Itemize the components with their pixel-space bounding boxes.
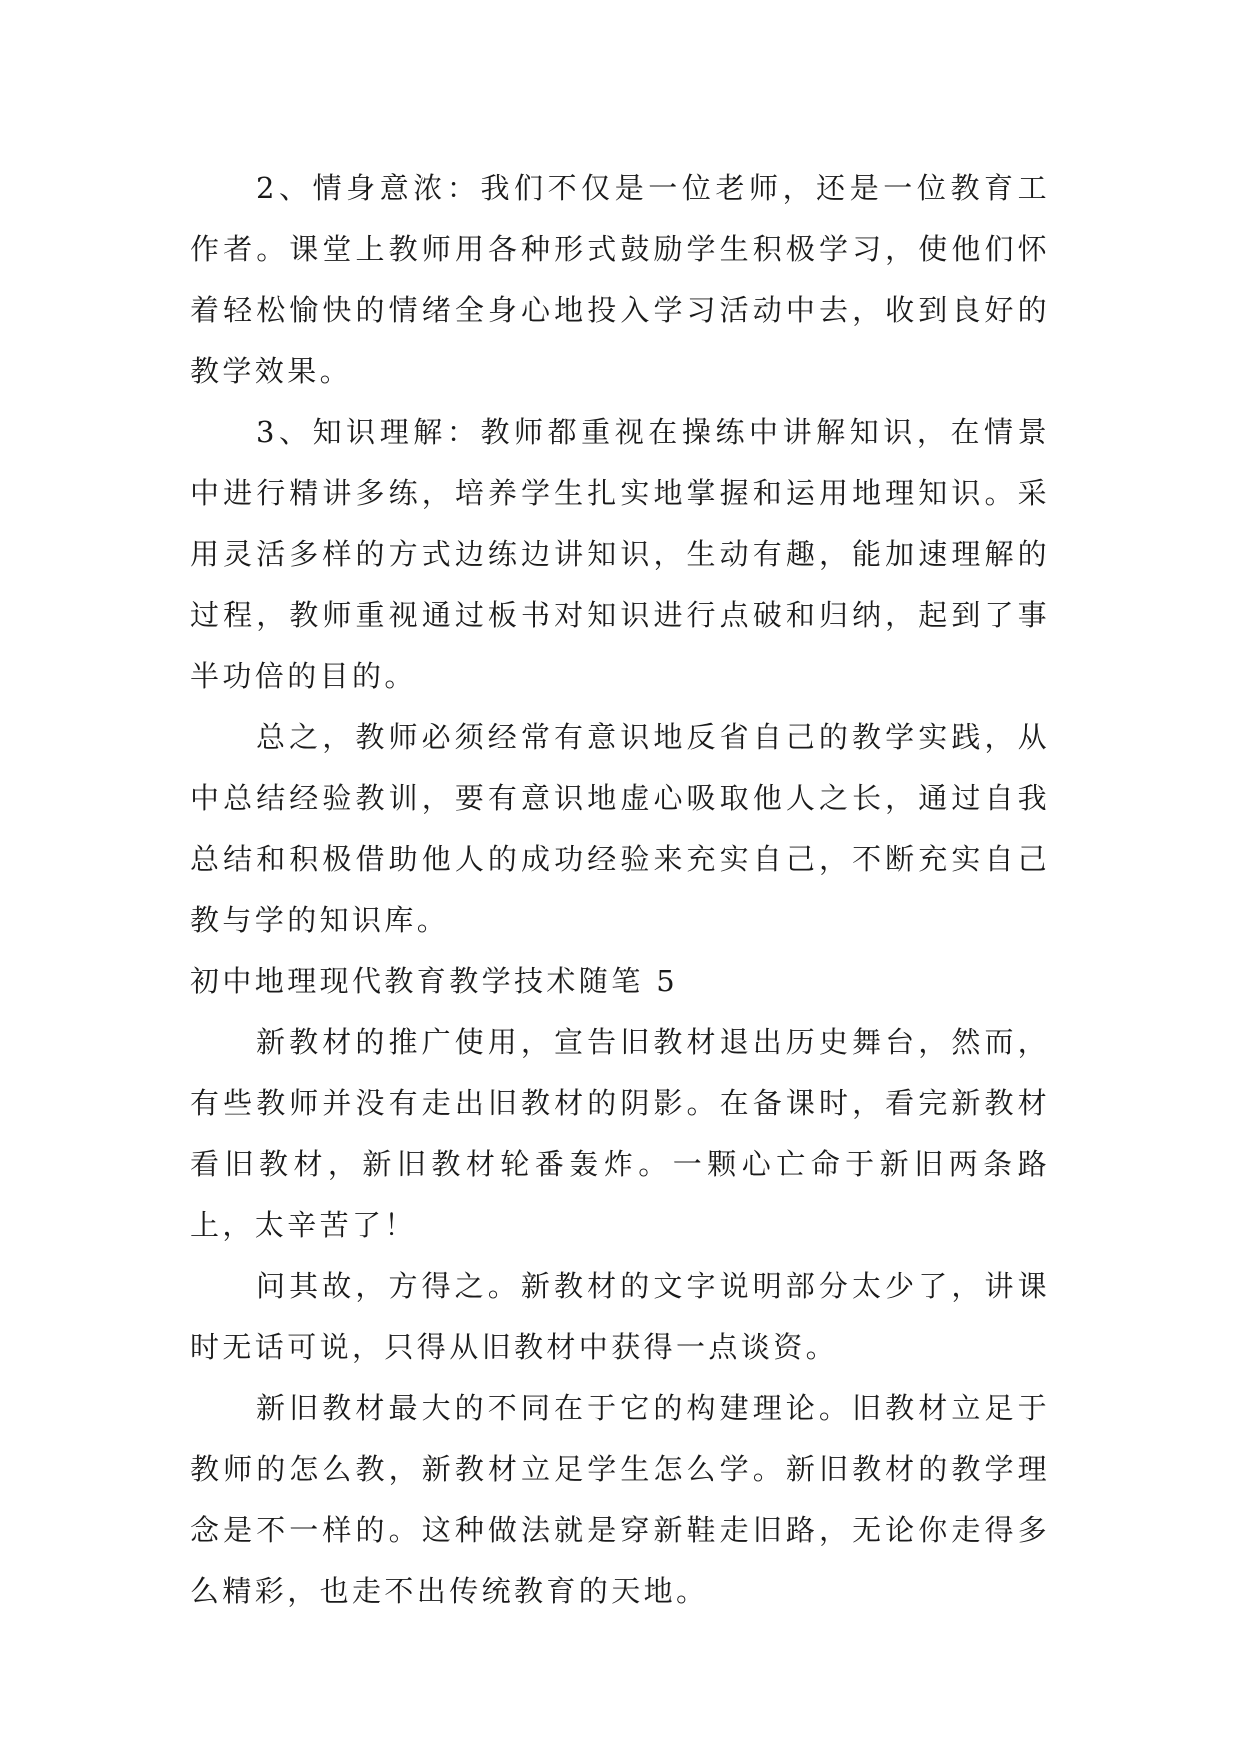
paragraph-reason: 问其故，方得之。新教材的文字说明部分太少了，讲课时无话可说，只得从旧教材中获得一点谈资。: [190, 1269, 1050, 1364]
document-body: [190, 158, 1050, 1622]
paragraph-difference: 新旧教材最大的不同在于它的构建理论。旧教材立足于教师的怎么教，新教材立足学生怎么学。新旧教材的教学理念是不一样的。这种做法就是穿新鞋走旧路，无论你走得多么精彩，也走不出传统教育的天地。: [190, 1391, 1050, 1608]
paragraph-conclusion: 总之，教师必须经常有意识地反省自己的教学实践，从中总结经验教训，要有意识地虚心吸取他人之长，通过自我总结和积极借助他人的成功经验来充实自己，不断充实自己教与学的知识库。: [190, 720, 1050, 937]
essay-heading: 初中地理现代教育教学技术随笔 5: [190, 964, 679, 998]
paragraph-knowledge-understanding: 3、知识理解：教师都重视在操练中讲解知识，在情景中进行精讲多练，培养学生扎实地掌握和运用地理知识。采用灵活多样的方式边练边讲知识，生动有趣，能加速理解的过程，教师重视通过板书对知识进行点破和归纳，起到了事半功倍的目的。: [190, 415, 1050, 693]
paragraph-new-textbook-intro: 新教材的推广使用，宣告旧教材退出历史舞台，然而，有些教师并没有走出旧教材的阴影。在备课时，看完新教材看旧教材，新旧教材轮番轰炸。一颗心亡命于新旧两条路上，太辛苦了！: [190, 1025, 1050, 1242]
paragraph-emotional-engagement: 2、情身意浓：我们不仅是一位老师，还是一位教育工作者。课堂上教师用各种形式鼓励学生积极学习，使他们怀着轻松愉快的情绪全身心地投入学习活动中去，收到良好的教学效果。: [190, 171, 1050, 388]
